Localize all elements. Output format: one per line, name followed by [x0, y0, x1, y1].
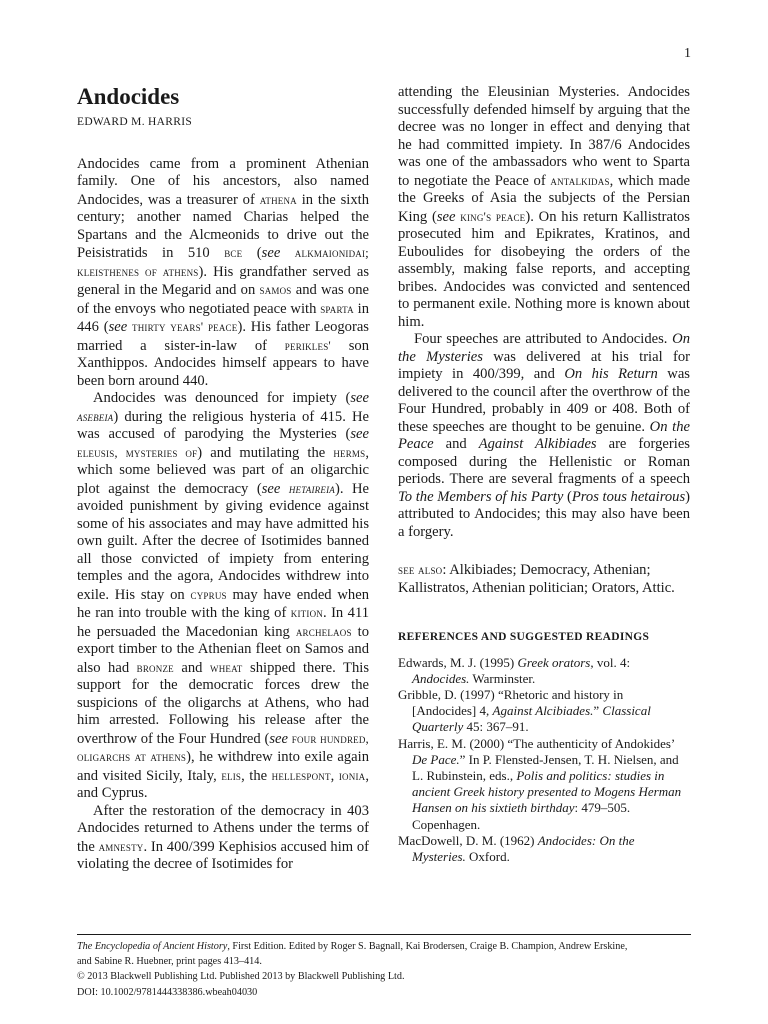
body-paragraph: attending the Eleusinian Mysteries. Andocides successfully defended himself by arguing that the decree was no longer in effect and denying that he had committed impiety. In 387/6 Andocides was one of the ambassadors who went to Sparta to negotiate the Peace of antalkidas, which made the Greeks of Asia the subjects of the Persian King (see king's peace). On his return Kallistratos prosecuted him and Epikrates, Kratinos, and Euboulides for disobeying the orders of the assembly, making false reports, and accepting bribes. Andocides was convicted and sentenced to permanent exile. Nothing more is known about him.	[398, 84, 691, 330]
body-paragraph: Four speeches are attributed to Andocides. On the Mysteries was delivered at his trial for impiety in 400/399, and On his Return was delivered to the council after the overthrow of the Four Hundred, probably in 409 or 408. Both of these speeches are thought to be genuine. On the Peace and Against Alkibiades are forgeries composed during the Hellenistic or Roman periods. There are several fragments of a speech To the Members of his Party (Pros tous hetairous) attributed to Andocides; this may also have been a forgery.	[398, 331, 691, 540]
reference-entry: Edwards, M. J. (1995) Greek orators, vol. 4: Andocides. Warminster.	[398, 654, 631, 686]
page-number: 1	[684, 46, 691, 61]
reference-entry: Gribble, D. (1997) “Rhetoric and history in [Andocides] 4, Against Alcibiades.” Classical Quarterly 45: 367–91.	[398, 686, 651, 735]
reference-entry: MacDowell, D. M. (1962) Andocides: On the Mysteries. Oxford.	[398, 832, 635, 864]
footer	[77, 939, 691, 1000]
footer-divider	[77, 934, 691, 935]
see-also: see also: Alkibiades; Democracy, Athenian; Kallistratos, Athenian politician; Orators, Attic.	[398, 562, 675, 596]
right-column	[398, 84, 690, 865]
left-column	[77, 84, 369, 874]
footer-copyright: © 2013 Blackwell Publishing Ltd. Published 2013 by Blackwell Publishing Ltd.	[77, 971, 405, 983]
footer-citation-cont: and Sabine R. Huebner, print pages 413–414.	[77, 956, 262, 968]
article-title: Andocides	[77, 84, 180, 109]
footer-citation: The Encyclopedia of Ancient History, First Edition. Edited by Roger S. Bagnall, Kai Brodersen, Craige B. Champion, Andrew Erskine,	[77, 941, 628, 952]
body-paragraph: After the restoration of the democracy in 403 Andocides returned to Athens under the terms of the amnesty. In 400/399 Kephisios accused him of violating the decree of Isotimides for	[77, 802, 369, 872]
article-author: EDWARD M. HARRIS	[77, 116, 193, 128]
reference-entry: Harris, E. M. (2000) “The authenticity of Andokides’ De Pace.” In P. Flensted-Jensen, T. H. Nielsen, and L. Rubinstein, eds., Polis and politics: studies in ancient Greek history presented to Mogens Herman Hansen on his sixtieth birthday: 479–505. Copenhagen.	[398, 735, 682, 832]
footer-doi: DOI: 10.1002/9781444338386.wbeah04030	[77, 986, 258, 998]
body-paragraph: Andocides was denounced for impiety (see asebeia) during the religious hysteria of 415. He was accused of parodying the Mysteries (see eleusis, mysteries of) and mutilating the herms, which some believed was part of an oligarchic plot against the democracy (see hetaireia). He avoided punishment by giving evidence against some of his associates and may have admitted his own guilt. After the decree of Isotimides banned all those convicted of impiety from entering temples and the agora, Andocides withdrew into exile. His stay on cyprus may have ended when he ran into trouble with the king of kition. In 411 he persuaded the Macedonian king archelaos to export timber to the Athenian fleet on Samos and also had bronze and wheat shipped there. This support for the democratic forces drew the suspicions of the oligarchs at Athens, who had him arrested. Following his release after the overthrow of the Four Hundred (see four hundred, oligarchs at athens), he withdrew into exile again and visited Sicily, Italy, elis, the hellespont, ionia, and Cyprus.	[77, 390, 370, 801]
body-paragraph: Andocides came from a prominent Athenian family. One of his ancestors, also named Andocides, was a treasurer of athena in the sixth century; another named Charias helped the Spartans and the Alcmeonids to drive out the Peisistratids in 510 bce (see alkmaionidai; kleisthenes of athens). His grandfather served as general in the Megarid and on samos and was one of the envoys who negotiated peace with sparta in 446 (see thirty years' peace). His father Leogoras married a sister-in-law of perikles' son Xanthippos. Andocides himself appears to have been born around 440.	[77, 155, 370, 389]
references-heading: REFERENCES AND SUGGESTED READINGS	[398, 631, 650, 643]
